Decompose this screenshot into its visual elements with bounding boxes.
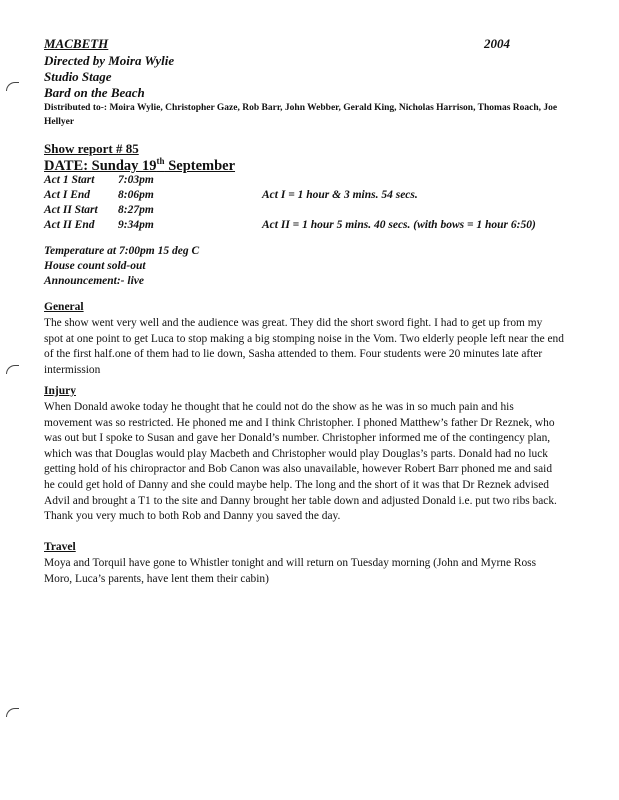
time-label: Act II Start xyxy=(44,204,98,216)
play-title: MACBETH xyxy=(44,36,109,51)
season-year: 2004 xyxy=(484,36,510,51)
general-body: The show went very well and the audience was great. They did the short sword fight. I had to get up from my spot at one point to get Luca to stop making a big stomping noise in the Vom. Two elderly people left near the end of the first half.one of them had to lie down, Sasha attended to them. Four students were 20 minutes late after intermission xyxy=(44,317,564,376)
travel-body: Moya and Torquil have gone to Whistler tonight and will return on Tuesday morning (John and Myrne Ross Moro, Luca’s parents, have lent them their cabin) xyxy=(44,557,537,585)
punch-hole-mark xyxy=(6,82,19,91)
act2-duration: Act II = 1 hour 5 mins. 40 secs. (with bows = 1 hour 6:50) xyxy=(262,219,536,231)
injury-heading: Injury xyxy=(44,385,76,397)
temperature-line: Temperature at 7:00pm 15 deg C xyxy=(44,245,200,257)
general-heading: General xyxy=(44,301,84,313)
show-report-number: Show report # 85 xyxy=(44,141,139,156)
act1-duration: Act I = 1 hour & 3 mins. 54 secs. xyxy=(262,189,418,201)
travel-heading: Travel xyxy=(44,541,76,553)
venue-line: Studio Stage xyxy=(44,69,112,84)
injury-body: When Donald awoke today he thought that he could not do the show as he was in so much pain and his movement was so restricted. He phoned me and I think Christopher. I phoned Matthew’s father Dr Reznek, who was out but I spoke to Susan and gave her Donald’s number. Christopher informed me of the contingency plan, which was that Douglas would play Macbeth and Christopher would play Douglas’s parts. Donald had no luck getting hold of his chiropractor and Bob Canon was also unavailable, however Robert Barr phoned me and said he could get hold of Danny and she could maybe help. The long and the short of it was that Dr Reznek advised Advil and brought a T1 to the site and Danny brought her table down and adjusted Donald i.e. put two ribs back. Thank you very much to both Rob and Danny you saved the day. xyxy=(44,401,557,523)
report-date: DATE: Sunday 19th September xyxy=(44,156,236,174)
time-label: Act II End xyxy=(44,219,95,231)
time-value: 7:03pm xyxy=(118,174,154,186)
distribution-list: Distributed to-: Moira Wylie, Christopher Gaze, Rob Barr, John Webber, Gerald King, Nicholas Harrison, Thomas Roach, Joe Hellyer xyxy=(44,103,558,127)
time-value: 9:34pm xyxy=(118,219,154,231)
company-line: Bard on the Beach xyxy=(44,85,145,100)
time-label: Act I End xyxy=(44,189,91,201)
punch-hole-mark xyxy=(6,708,19,717)
announcement-line: Announcement:- live xyxy=(44,275,144,287)
time-label: Act 1 Start xyxy=(44,174,95,186)
time-value: 8:06pm xyxy=(118,189,154,201)
time-value: 8:27pm xyxy=(118,204,154,216)
punch-hole-mark xyxy=(6,365,19,374)
director-line: Directed by Moira Wylie xyxy=(44,53,175,68)
house-count-line: House count sold-out xyxy=(44,260,146,272)
